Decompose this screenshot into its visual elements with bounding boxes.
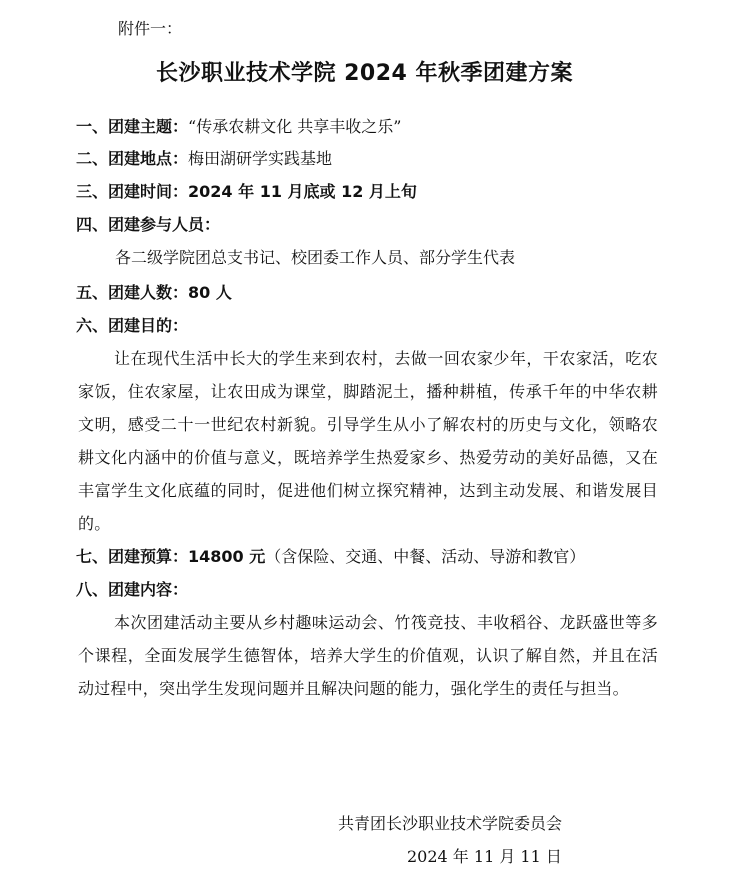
section-location-value: 梅田湖研学实践基地	[188, 149, 333, 168]
section-theme-label: 一、团建主题：	[76, 117, 189, 136]
section-purpose	[76, 314, 188, 338]
section-participants-value: 各二级学院团总支书记、校团委工作人员、部分学生代表	[115, 248, 516, 267]
section-purpose-label: 六、团建目的：	[76, 316, 189, 335]
document-title: 长沙职业技术学院 2024 年秋季团建方案	[155, 61, 574, 86]
section-location	[76, 147, 332, 171]
section-time	[76, 180, 417, 204]
section-count-label: 五、团建人数：	[76, 283, 189, 302]
signature-organization: 共青团长沙职业技术学院委员会	[338, 814, 563, 833]
section-theme-value: “传承农耕文化 共享丰收之乐”	[188, 117, 402, 136]
signature-date: 2024 年 11 月 11 日	[407, 847, 562, 866]
section-theme	[76, 115, 401, 139]
section-time-value: 2024 年 11 月底或 12 月上旬	[188, 182, 417, 201]
section-content	[76, 578, 188, 602]
section-purpose-paragraph: 让在现代生活中长大的学生来到农村，去做一回农家少年，干农家活，吃农家饭，住农家屋，让农田成为课堂，脚踏泥土，播种耕植，传承千年的中华农耕文明，感受二十一世纪农村新貌。引导学生从小了解农村的历史与文化，领略农耕文化内涵中的价值与意义，既培养学生热爱家乡、热爱劳动的美好品德，又在丰富学生文化底蕴的同时，促进他们树立探究精神，达到主动发展、和谐发展目的。	[78, 349, 658, 533]
section-budget-note: （含保险、交通、中餐、活动、导游和教官）	[265, 547, 586, 566]
section-participants-label: 四、团建参与人员：	[76, 215, 221, 234]
section-time-label: 三、团建时间：	[76, 182, 189, 201]
section-budget	[76, 545, 585, 569]
section-content-label: 八、团建内容：	[76, 580, 189, 599]
section-participants	[76, 213, 220, 237]
section-budget-amount: 14800 元	[188, 547, 266, 566]
attachment-label: 附件一：	[118, 19, 183, 38]
section-content-paragraph: 本次团建活动主要从乡村趣味运动会、竹筏竞技、丰收稻谷、龙跃盛世等多个课程，全面发展学生德智体，培养大学生的价值观，认识了解自然，并且在活动过程中，突出学生发现问题并且解决问题的能力，强化学生的责任与担当。	[78, 613, 658, 698]
section-location-label: 二、团建地点：	[76, 149, 189, 168]
section-budget-label: 七、团建预算：	[76, 547, 189, 566]
section-count	[76, 281, 232, 305]
section-count-value: 80 人	[188, 283, 232, 302]
